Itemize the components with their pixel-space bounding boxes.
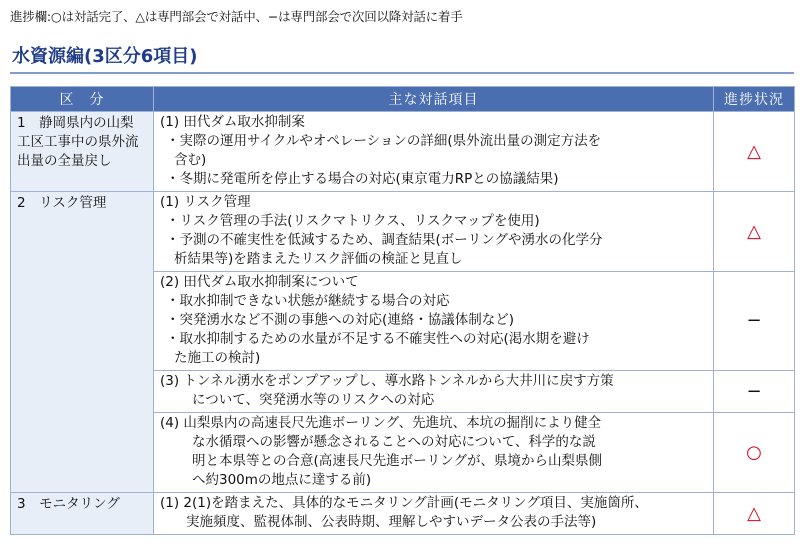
item-line: ・予測の不確実性を低減するため、調査結果(ボーリングや湧水の化学分 — [166, 232, 603, 248]
header-items: 主な対話項目 — [154, 87, 714, 112]
item-line: た施工の検討) — [174, 350, 261, 366]
item-title: (1) 2(1)を踏まえた、具体的なモニタリング計画(モニタリング項目、実施箇所、 — [160, 495, 648, 511]
items-cell — [154, 413, 714, 493]
table-header-row — [11, 87, 795, 112]
item-line: へ約300mの地点に達する前) — [192, 472, 372, 488]
item-line: ・取水抑制するための水量が不足する不確実性への対応(渇水期を避け — [166, 331, 590, 347]
category-cell: 2 リスク管理 — [11, 192, 154, 493]
section-title: 水資源編(3区分6項目) — [10, 42, 794, 74]
item-title: (3) トンネル湧水をポンプアップし、導水路トンネルから大井川に戻す方策 — [160, 373, 614, 389]
status-cell: △ — [714, 493, 795, 535]
status-cell: − — [714, 272, 795, 371]
items-cell — [154, 371, 714, 413]
table-row — [11, 493, 795, 535]
item-line: 実施頻度、監視体制、公表時期、理解しやすいデータ公表の手法等) — [186, 514, 597, 530]
table-row — [11, 112, 795, 192]
item-line: 明と本県等との合意(高速長尺先進ボーリングが、県境から山梨県側 — [192, 453, 602, 469]
item-line: ・実際の運用サイクルやオペレーションの詳細(県外流出量の測定方法を — [166, 133, 602, 149]
item-line: について、突発湧水等のリスクへの対応 — [192, 392, 435, 408]
item-line: ・取水抑制できない状態が継続する場合の対応 — [166, 293, 450, 309]
status-cell: − — [714, 371, 795, 413]
item-title: (2) 田代ダム取水抑制案について — [160, 274, 359, 290]
item-line: 析結果等)を踏まえたリスク評価の検証と見直し — [174, 251, 463, 267]
status-cell: ○ — [714, 413, 795, 493]
item-line: ・冬期に発電所を停止する場合の対応(東京電力RPとの協議結果) — [166, 171, 559, 187]
progress-legend: 進捗欄:○は対話完了、△は専門部会で対話中、−は専門部会で次回以降対話に着手 — [10, 9, 463, 24]
dialogue-items-table — [10, 86, 795, 535]
header-status: 進捗状況 — [714, 87, 795, 112]
table-row — [11, 192, 795, 272]
category-cell: 3 モニタリング — [11, 493, 154, 535]
status-cell: △ — [714, 192, 795, 272]
header-category: 区 分 — [11, 87, 154, 112]
items-cell — [154, 493, 714, 535]
item-title: (1) リスク管理 — [160, 194, 251, 210]
item-title: (4) 山梨県内の高速長尺先進ボーリング、先進坑、本坑の掘削により健全 — [160, 415, 602, 431]
items-cell — [154, 112, 714, 192]
category-cell: 1 静岡県内の山梨工区工事中の県外流出量の全量戻し — [11, 112, 154, 192]
item-line: ・リスク管理の手法(リスクマトリクス、リスクマップを使用) — [166, 213, 540, 229]
item-line: ・突発湧水など不測の事態への対応(連絡・協議体制など) — [166, 312, 515, 328]
item-line: な水循環への影響が懸念されることへの対応について、科学的な説 — [192, 434, 596, 450]
items-cell — [154, 272, 714, 371]
item-title: (1) 田代ダム取水抑制案 — [160, 114, 305, 130]
item-line: 含む) — [174, 152, 207, 168]
status-cell: △ — [714, 112, 795, 192]
items-cell — [154, 192, 714, 272]
